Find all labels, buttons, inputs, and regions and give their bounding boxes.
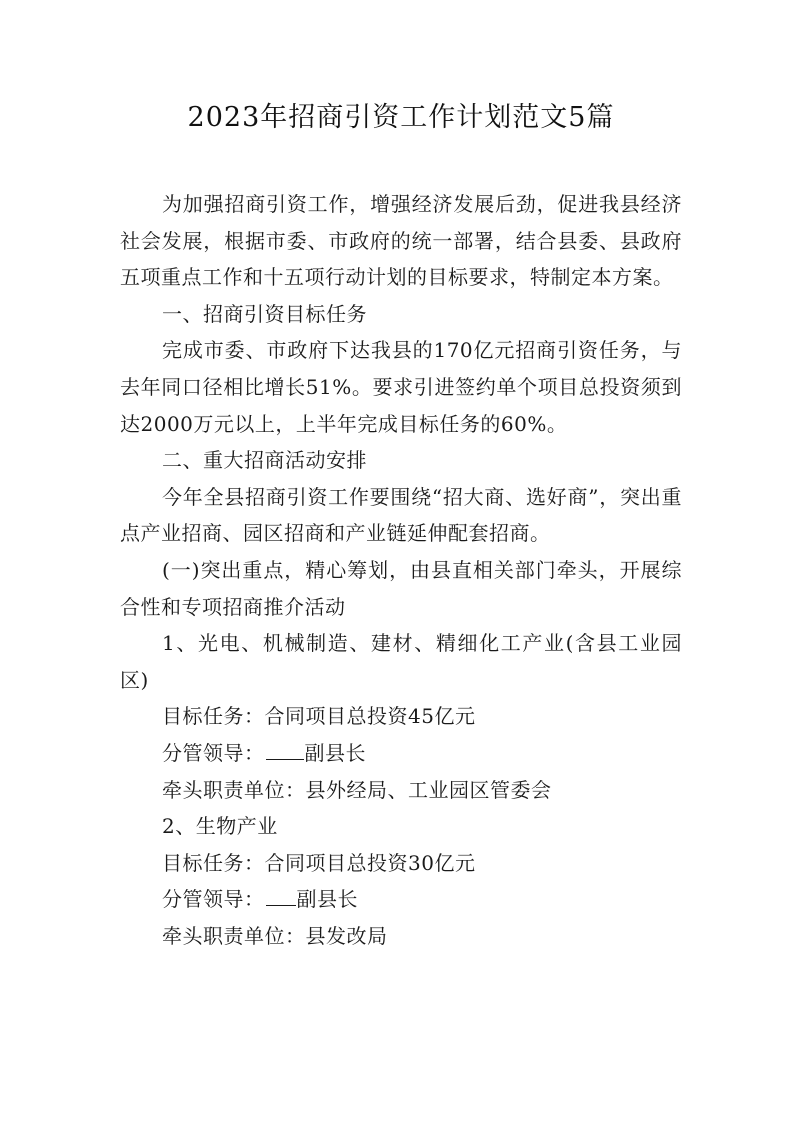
leader-suffix: 副县长: [296, 887, 358, 912]
item-2-heading: 2、生物产业: [162, 814, 278, 839]
intro-paragraph: 为加强招商引资工作，增强经济发展后劲，促进我县经济社会发展，根据市委、市政府的统一部署，结合县委、县政府五项重点工作和十五项行动计划的目标要求，特制定本方案。: [120, 192, 682, 290]
leader-label: 分管领导：: [162, 887, 265, 912]
item-1-heading: 1、光电、机械制造、建材、精细化工产业(含县工业园区): [120, 631, 682, 692]
activities-paragraph: 今年全县招商引资工作要围绕“招大商、选好商”，突出重点产业招商、园区招商和产业链延伸配套招商。: [120, 484, 682, 546]
item-2-leader: [120, 881, 682, 918]
item-1-responsible-unit: 牵头职责单位：县外经局、工业园区管委会: [162, 777, 552, 802]
item-2-responsible-unit: 牵头职责单位：县发改局: [162, 923, 388, 948]
leader-name-blank: [266, 737, 304, 760]
leader-label: 分管领导：: [162, 740, 265, 765]
section-heading-activities: 二、重大招商活动安排: [162, 448, 367, 473]
item-2-target: 目标任务：合同项目总投资30亿元: [162, 850, 476, 875]
document-body: [120, 186, 682, 954]
item-1-target: 目标任务：合同项目总投资45亿元: [162, 704, 476, 729]
section-heading-targets: 一、招商引资目标任务: [162, 301, 367, 326]
subsection-1-paragraph: (一)突出重点，精心筹划，由县直相关部门牵头，开展综合性和专项招商推介活动: [120, 557, 682, 619]
targets-paragraph: 完成市委、市政府下达我县的170亿元招商引资任务，与去年同口径相比增长51%。要求引进签约单个项目总投资须到达2000万元以上，上半年完成目标任务的60%。: [120, 338, 682, 436]
document-title: 2023年招商引资工作计划范文5篇: [187, 102, 615, 133]
item-1-leader: [120, 735, 682, 772]
leader-suffix: 副县长: [304, 740, 366, 765]
leader-name-blank: [266, 883, 296, 906]
